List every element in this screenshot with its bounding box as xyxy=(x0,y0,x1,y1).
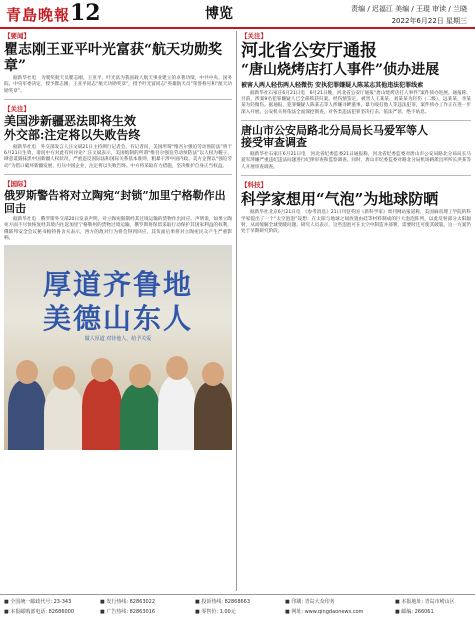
photo-title-line2: 美德山东人 xyxy=(42,302,193,336)
footer-address: ■ 本报地址: 青岛市崂山区 xyxy=(395,599,455,605)
editors-line: 责编 / 迟福江 美编 / 王琨 审读 / 兰晓 xyxy=(351,5,467,13)
article-headline: 唐山市公安局路北分局局长马爱军等人 xyxy=(241,123,428,137)
section-title: 博览 xyxy=(205,6,233,22)
footer-printer: ■ 印刷: 青岛大众印务 xyxy=(285,599,335,605)
divider xyxy=(241,175,471,176)
divider xyxy=(241,120,471,121)
article-body: 据新华社电 外交部发言人汪文斌21日主持例行记者会。有记者问，美国所谓“维吾尔强迫劳动预防法”将于6月21日生效，请问中方对此有何评论？汪文斌表示，美国炮制的所谓“维吾尔强迫劳动预防法”以人权为幌子，肆意诋毁抹黑中国新疆人权状况，严重违反国际法和国际关系基本准则，粗暴干涉中国内政。美方企图以“强迫劳动”为借口破坏新疆发展、打压中国企业，注定将以失败告终。中方将采取有力措施，坚决维护自身正当权益。 xyxy=(4,144,232,169)
page-number: 12 xyxy=(70,0,101,26)
public-service-photo xyxy=(4,245,232,450)
article-headline: 瞿志刚王亚平叶光富获“航天功勋奖章” xyxy=(4,42,223,75)
article-body: 据新华社电 俄罗斯外交部20日发表声明，对立陶宛限制经其过境运输的货物作出回应。声明说，如果立陶宛方面不尽快恢复经其境内往返加里宁格勒州的货物过境运输，俄罗斯将保留采取行动保护其国家利益的权利。俄联邦安全会议秘书帕特鲁舍夫表示，西方的敌对行为将会得到回应，其负面后果将对立陶宛民众产生严重影响。 xyxy=(4,217,232,242)
article-astronaut-medals xyxy=(4,31,232,95)
article-body: 据新华社北京6月21日电 《参考消息》21日刊登英国《新科学家》周刊网站报道称，美国麻省理工学院的科学家提出了一个“太空泡泡”设想：在太阳与地球之间放置由硅等材料制成的巨大泡泡阵列，以此反射部分太阳辐射，从而缓解全球变暖问题。研究人员表示，这些泡泡可在太空中制造并部署，需要时还可使其破裂。这一方案仍处于早期研究阶段。 xyxy=(241,210,471,235)
footer-postal-code: ■ 全国统一邮政代号: 23-343 xyxy=(4,599,72,605)
footer-zip: ■ 邮编: 266061 xyxy=(395,609,434,615)
divider xyxy=(4,99,232,100)
article-headline: 科学家想用“气泡”为地球防晒 xyxy=(241,190,439,208)
article-body: 据新华社石家庄6月21日电 河北省纪委监委21日通报称，河北省纪委监委对唐山市公安局路北分局局长马爱军涉嫌严重违纪违法问题进行纪律审查和监察调查。同时，唐山市纪委监委对路北分局机场路派出所所长洪某等人开展审查调查。 xyxy=(241,152,471,170)
article-tag: 【关注】 xyxy=(4,105,30,114)
article-russia-lithuania xyxy=(4,179,232,242)
article-tangshan-police-chief xyxy=(241,125,471,171)
right-column xyxy=(241,31,471,235)
article-headline: 俄罗斯警告将对立陶宛“封锁”加里宁格勒作出回击 xyxy=(4,188,226,215)
article-subheadline: 被害人两人轻伤两人轻微伤 安执犯罪嫌疑人陈某志其他违法犯罪线索 xyxy=(241,81,424,89)
column-divider xyxy=(236,31,237,591)
newspaper-logo: 青島晚報 xyxy=(6,6,71,24)
photo-title-line1: 厚道齐鲁地 xyxy=(42,268,193,302)
article-tag: 【关注】 xyxy=(241,32,267,40)
article-headline: 美国涉新疆恶法即将生效 xyxy=(4,114,137,129)
masthead-rule xyxy=(0,27,475,29)
article-headline-line2: 接受审查调查 xyxy=(241,136,307,150)
footer-ads: ■ 广告热线: 82863016 xyxy=(100,609,156,615)
article-body: 据新华社石家庄6月21日电 6月21日晚，河北省公安厅通报“唐山烧烤店打人事件”案件侦办进展。通报称，目前，涉案9名犯罪嫌疑人已全部抓获归案。经伤情鉴定，被害人王某某、刘某某为轻伤（二级），远某某、李某某为轻微伤。据通报，犯罪嫌疑人陈某志等人涉嫌寻衅滋事、暴力殴打他人等违法犯罪，案件侦办工作正在进一步深入开展。公安机关将依法全面深挖彻查，对各类违法犯罪坚决打击、依法严惩，绝不姑息。 xyxy=(241,90,471,115)
article-us-xinjiang-law xyxy=(4,104,232,170)
article-headline-line2: 外交部:注定将以失败告终 xyxy=(4,127,141,142)
footer-complaints: ■ 投诉热线: 82868663 xyxy=(195,599,251,605)
divider xyxy=(4,174,232,175)
footer-website[interactable]: ■ 网址: www.qingdaonews.com xyxy=(285,609,364,615)
left-column xyxy=(4,31,232,450)
article-headline-line2: “唐山烧烤店打人事件”侦办进展 xyxy=(241,61,440,78)
article-space-bubbles xyxy=(241,180,471,235)
people-illustration xyxy=(4,355,232,450)
footer-mail-order: ■ 本报邮购部电话: 82686000 xyxy=(4,609,75,615)
article-tag: 【要闻】 xyxy=(4,32,30,40)
article-tag: 【科技】 xyxy=(241,181,267,189)
footer-price: ■ 零售价: 1.00元 xyxy=(195,609,236,615)
article-tag: 【国际】 xyxy=(4,179,30,188)
article-tangshan-case xyxy=(241,31,471,116)
masthead xyxy=(0,0,475,28)
article-headline: 河北省公安厅通报 xyxy=(241,41,377,61)
article-body: 据新华社电 为褒奖航天员瞿志刚、王亚平、叶光富为我国载人航天事业建立的卓著功绩，中共中央、国务院、中央军委决定，授予瞿志刚、王亚平同志“航天功勋奖章”，授予叶光富同志“英雄航天员”荣誉称号和“航天功勋奖章”。 xyxy=(4,76,232,94)
publication-date: 2022年6月22日 星期三 xyxy=(391,17,467,25)
footer-distribution: ■ 发行热线: 82863022 xyxy=(100,599,156,605)
page-footer xyxy=(0,594,475,620)
photo-caption: 做人厚道 对待他人，给予关爱 xyxy=(84,336,152,343)
